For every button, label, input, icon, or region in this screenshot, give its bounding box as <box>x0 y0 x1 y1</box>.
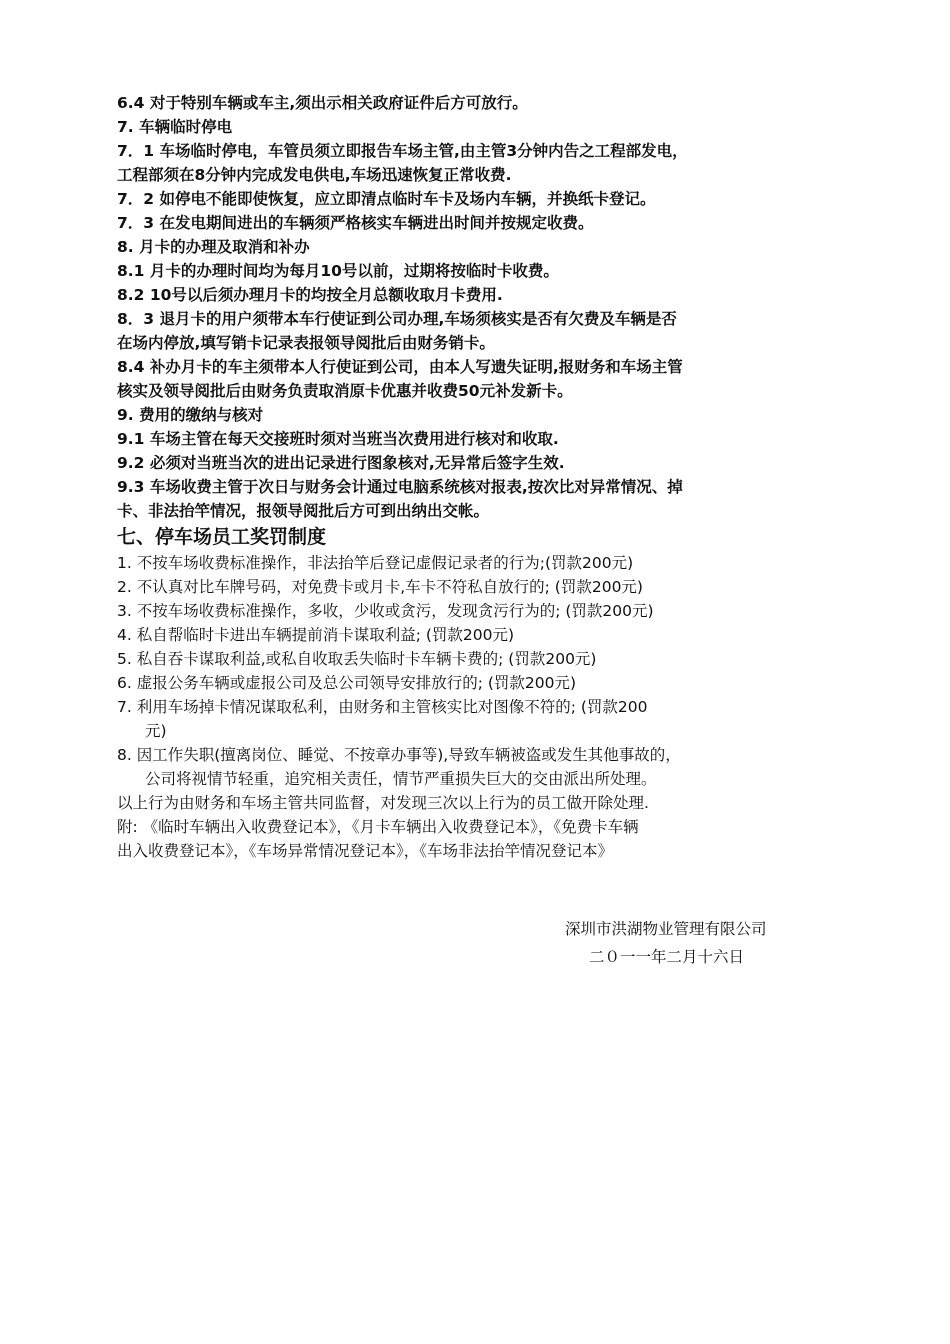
text-line: 以上行为由财务和车场主管共同监督，对发现三次以上行为的员工做开除处理. <box>117 794 649 812</box>
text-line: 8. 因工作失职(擅离岗位、睡觉、不按章办事等),导致车辆被盗或发生其他事故的， <box>117 746 681 764</box>
appendix <box>117 815 837 863</box>
section-9-title <box>117 403 837 427</box>
text-line: 公司将视情节轻重，追究相关责任，情节严重损失巨大的交由派出所处理。 <box>145 770 657 788</box>
section-8-1 <box>117 259 837 283</box>
text-line: 7．2 如停电不能即使恢复，应立即清点临时车卡及场内车辆，并换纸卡登记。 <box>117 190 656 208</box>
section-6-4 <box>117 91 837 115</box>
penalty-item <box>117 647 837 671</box>
penalty-item <box>117 743 837 791</box>
section-7-3 <box>117 211 837 235</box>
text-line: 7．1 车场临时停电，车管员须立即报告车场主管,由主管3分钟内告之工程部发电， <box>117 142 688 160</box>
penalty-list <box>117 551 837 791</box>
section-9-2 <box>117 451 837 475</box>
text-line: 附: 《临时车辆出入收费登记本》，《月卡车辆出入收费登记本》，《免费卡车辆 <box>117 818 639 836</box>
text-line: 在场内停放,填写销卡记录表报领导阅批后由财务销卡。 <box>117 334 495 352</box>
penalty-item <box>117 623 837 647</box>
penalty-item <box>117 671 837 695</box>
text-line: 8．3 退月卡的用户须带本车行使证到公司办理,车场须核实是否有欠费及车辆是否 <box>117 310 677 328</box>
text-line: 7. 利用车场掉卡情况谋取私利，由财务和主管核实比对图像不符的; (罚款200 <box>117 698 648 716</box>
text-line: 3. 不按车场收费标准操作，多收，少收或贪污，发现贪污行为的; (罚款200元) <box>117 602 654 620</box>
section-7-1 <box>117 139 837 187</box>
text-line: 9.3 车场收费主管于次日与财务会计通过电脑系统核对报表,按次比对异常情况、掉 <box>117 478 683 496</box>
penalty-item <box>117 575 837 599</box>
text-line: 4. 私自帮临时卡进出车辆提前消卡谋取利益; (罚款200元) <box>117 626 515 644</box>
penalty-item <box>117 695 837 743</box>
closing-note <box>117 791 837 815</box>
text-line: 8.2 10号以后须办理月卡的均按全月总额收取月卡费用. <box>117 286 503 304</box>
text-line: 7．3 在发电期间进出的车辆须严格核实车辆进出时间并按规定收费。 <box>117 214 594 232</box>
company-name: 深圳市洪湖物业管理有限公司 <box>565 920 767 938</box>
text-line: 9.1 车场主管在每天交接班时须对当班当次费用进行核对和收取. <box>117 430 559 448</box>
text-line: 元) <box>145 722 167 740</box>
text-line: 6. 虚报公务车辆或虚报公司及总公司领导安排放行的; (罚款200元) <box>117 674 577 692</box>
text-line: 9.2 必须对当班当次的进出记录进行图象核对,无异常后签字生效. <box>117 454 565 472</box>
penalty-item <box>117 599 837 623</box>
text-line: 工程部须在8分钟内完成发电供电,车场迅速恢复正常收费. <box>117 166 512 184</box>
text-line: 8.4 补办月卡的车主须带本人行使证到公司，由本人写遗失证明,报财务和车场主管 <box>117 358 683 376</box>
section-8-2 <box>117 283 837 307</box>
section-9-3 <box>117 475 837 523</box>
chapter-heading: 七、停车场员工奖罚制度 <box>117 526 327 548</box>
signature-block <box>565 915 845 971</box>
section-8-3 <box>117 307 837 355</box>
section-7-title <box>117 115 837 139</box>
text-line: 出入收费登记本》，《车场异常情况登记本》，《车场非法抬竿情况登记本》 <box>117 842 614 860</box>
text-line: 8.1 月卡的办理时间均为每月10号以前，过期将按临时卡收费。 <box>117 262 559 280</box>
document-body <box>117 91 837 863</box>
section-8-title <box>117 235 837 259</box>
section-8-4 <box>117 355 837 403</box>
section-7-2 <box>117 187 837 211</box>
text-line: 6.4 对于特别车辆或车主,须出示相关政府证件后方可放行。 <box>117 94 528 112</box>
text-line: 2. 不认真对比车牌号码，对免费卡或月卡,车卡不符私自放行的; (罚款200元) <box>117 578 643 596</box>
section-title: 9. 费用的缴纳与核对 <box>117 406 264 424</box>
document-date: 二０一一年二月十六日 <box>589 948 745 966</box>
section-title: 7. 车辆临时停电 <box>117 118 233 136</box>
penalty-item <box>117 551 837 575</box>
text-line: 1. 不按车场收费标准操作，非法抬竿后登记虚假记录者的行为;(罚款200元) <box>117 554 634 572</box>
text-line: 核实及领导阅批后由财务负责取消原卡优惠并收费50元补发新卡。 <box>117 382 573 400</box>
section-title: 8. 月卡的办理及取消和补办 <box>117 238 310 256</box>
text-line: 卡、非法抬竿情况，报领导阅批后方可到出纳出交帐。 <box>117 502 490 520</box>
section-9-1 <box>117 427 837 451</box>
text-line: 5. 私自吞卡谋取利益,或私自收取丢失临时卡车辆卡费的; (罚款200元) <box>117 650 597 668</box>
